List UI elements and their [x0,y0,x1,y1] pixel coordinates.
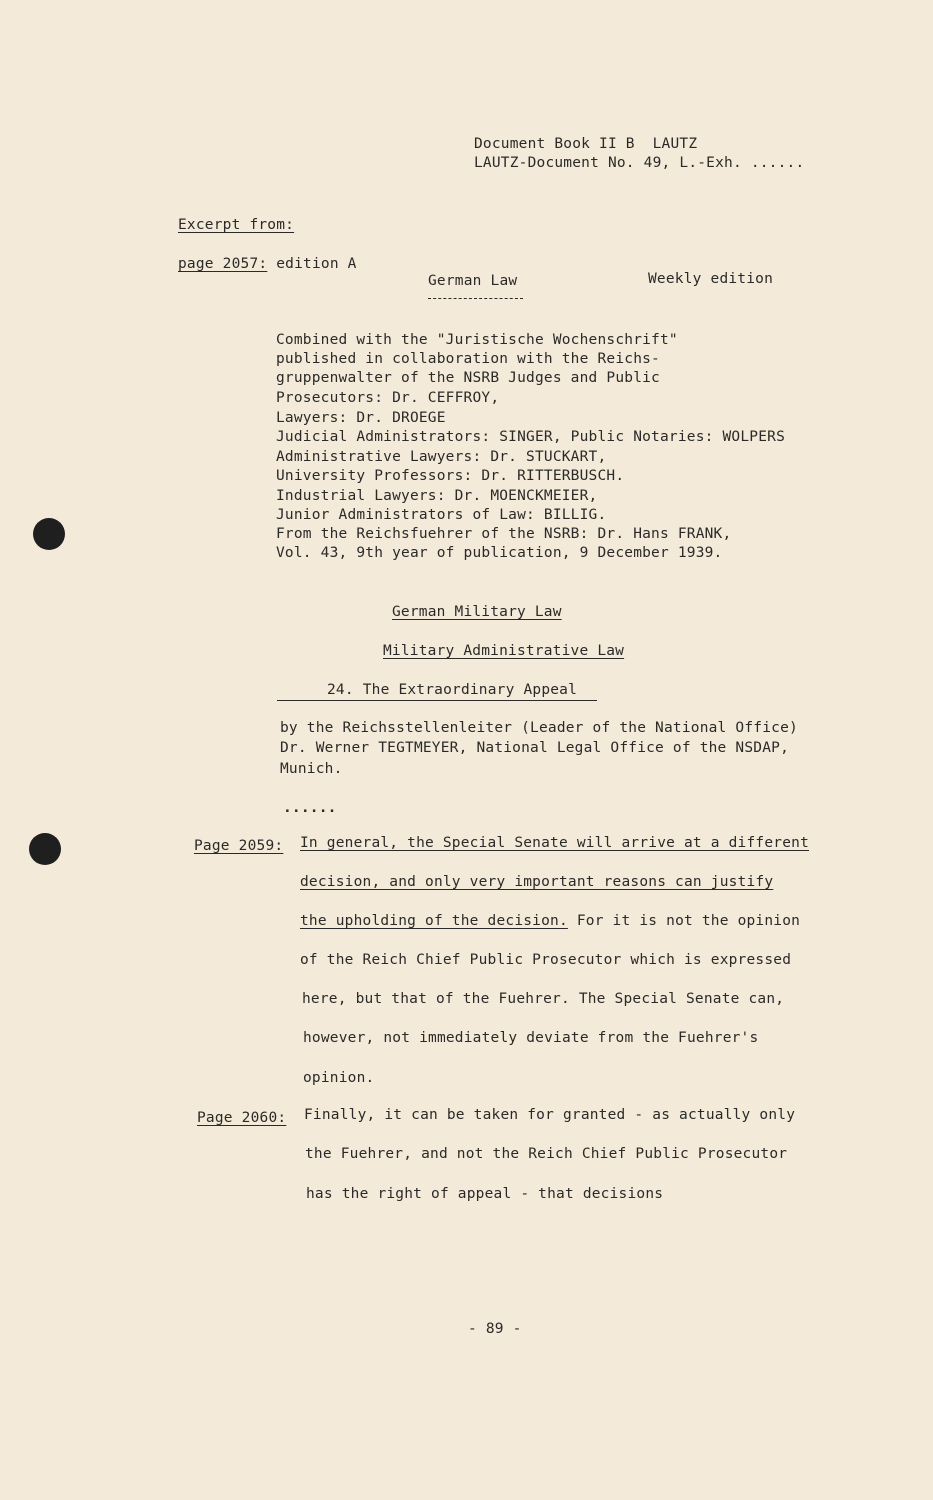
masthead-line: Combined with the "Juristische Wochenschrift" [276,332,678,348]
publication-edition: Weekly edition [648,271,774,287]
page-2059-line: here, but that of the Fuehrer. The Special Senate can, [302,991,785,1007]
page-reference [178,256,357,272]
header-line-1: Document Book II B LAUTZ [474,136,698,152]
page-2059-line: of the Reich Chief Public Prosecutor which is expressed [300,952,792,968]
page-2059-line: however, not immediately deviate from the Fuehrer's [303,1030,759,1046]
publication-title-underline [428,298,523,299]
page-reference-edition: edition A [267,256,357,272]
page-2059-line: In general, the Special Senate will arrive at a different [300,835,809,851]
byline-line: by the Reichsstellenleiter (Leader of the National Office) [280,720,798,736]
page-2060-line: Finally, it can be taken for granted - as actually only [304,1107,796,1123]
page-2060-label: Page 2060: [197,1110,287,1126]
masthead-line: Industrial Lawyers: Dr. MOENCKMEIER, [276,488,598,504]
page-2059-fragment: For it is not the opinion [567,913,801,929]
heading-extraordinary-appeal-underline [277,700,597,701]
masthead-line: gruppenwalter of the NSRB Judges and Public [276,370,660,386]
masthead-line: Judicial Administrators: SINGER, Public Notaries: WOLPERS [276,429,785,445]
masthead-line: Administrative Lawyers: Dr. STUCKART, [276,449,607,465]
masthead-line: Junior Administrators of Law: BILLIG. [276,507,607,523]
excerpt-label: Excerpt from: [178,217,295,233]
page-2059-line [300,913,800,929]
punch-hole-bottom [29,833,61,865]
heading-extraordinary-appeal: 24. The Extraordinary Appeal [327,682,578,698]
page-2059-line: decision, and only very important reasons can justify [300,874,774,890]
header-line-2: LAUTZ-Document No. 49, L.-Exh. ...... [474,155,805,171]
page-number: - 89 - [468,1321,522,1337]
page-2059-line: opinion. [303,1070,375,1086]
omission-ellipsis: ...... [283,800,337,816]
page-2059-underlined-fragment: the upholding of the decision. [300,913,568,929]
page-2059-label: Page 2059: [194,838,284,854]
page-reference-label: page 2057: [178,256,268,272]
masthead-line: published in collaboration with the Reichs- [276,351,660,367]
byline-line: Dr. Werner TEGTMEYER, National Legal Office of the NSDAP, [280,740,789,756]
masthead-line: Prosecutors: Dr. CEFFROY, [276,390,500,406]
masthead-line: Vol. 43, 9th year of publication, 9 December 1939. [276,545,723,561]
byline-line: Munich. [280,761,343,777]
masthead-line: Lawyers: Dr. DROEGE [276,410,446,426]
heading-military-law: German Military Law [392,604,562,620]
masthead-line: University Professors: Dr. RITTERBUSCH. [276,468,625,484]
page-2060-line: the Fuehrer, and not the Reich Chief Public Prosecutor [305,1146,788,1162]
heading-administrative-law: Military Administrative Law [383,643,625,659]
punch-hole-top [33,518,65,550]
publication-title: German Law [428,273,518,289]
masthead-line: From the Reichsfuehrer of the NSRB: Dr. Hans FRANK, [276,526,732,542]
page-2060-line: has the right of appeal - that decisions [306,1186,664,1202]
